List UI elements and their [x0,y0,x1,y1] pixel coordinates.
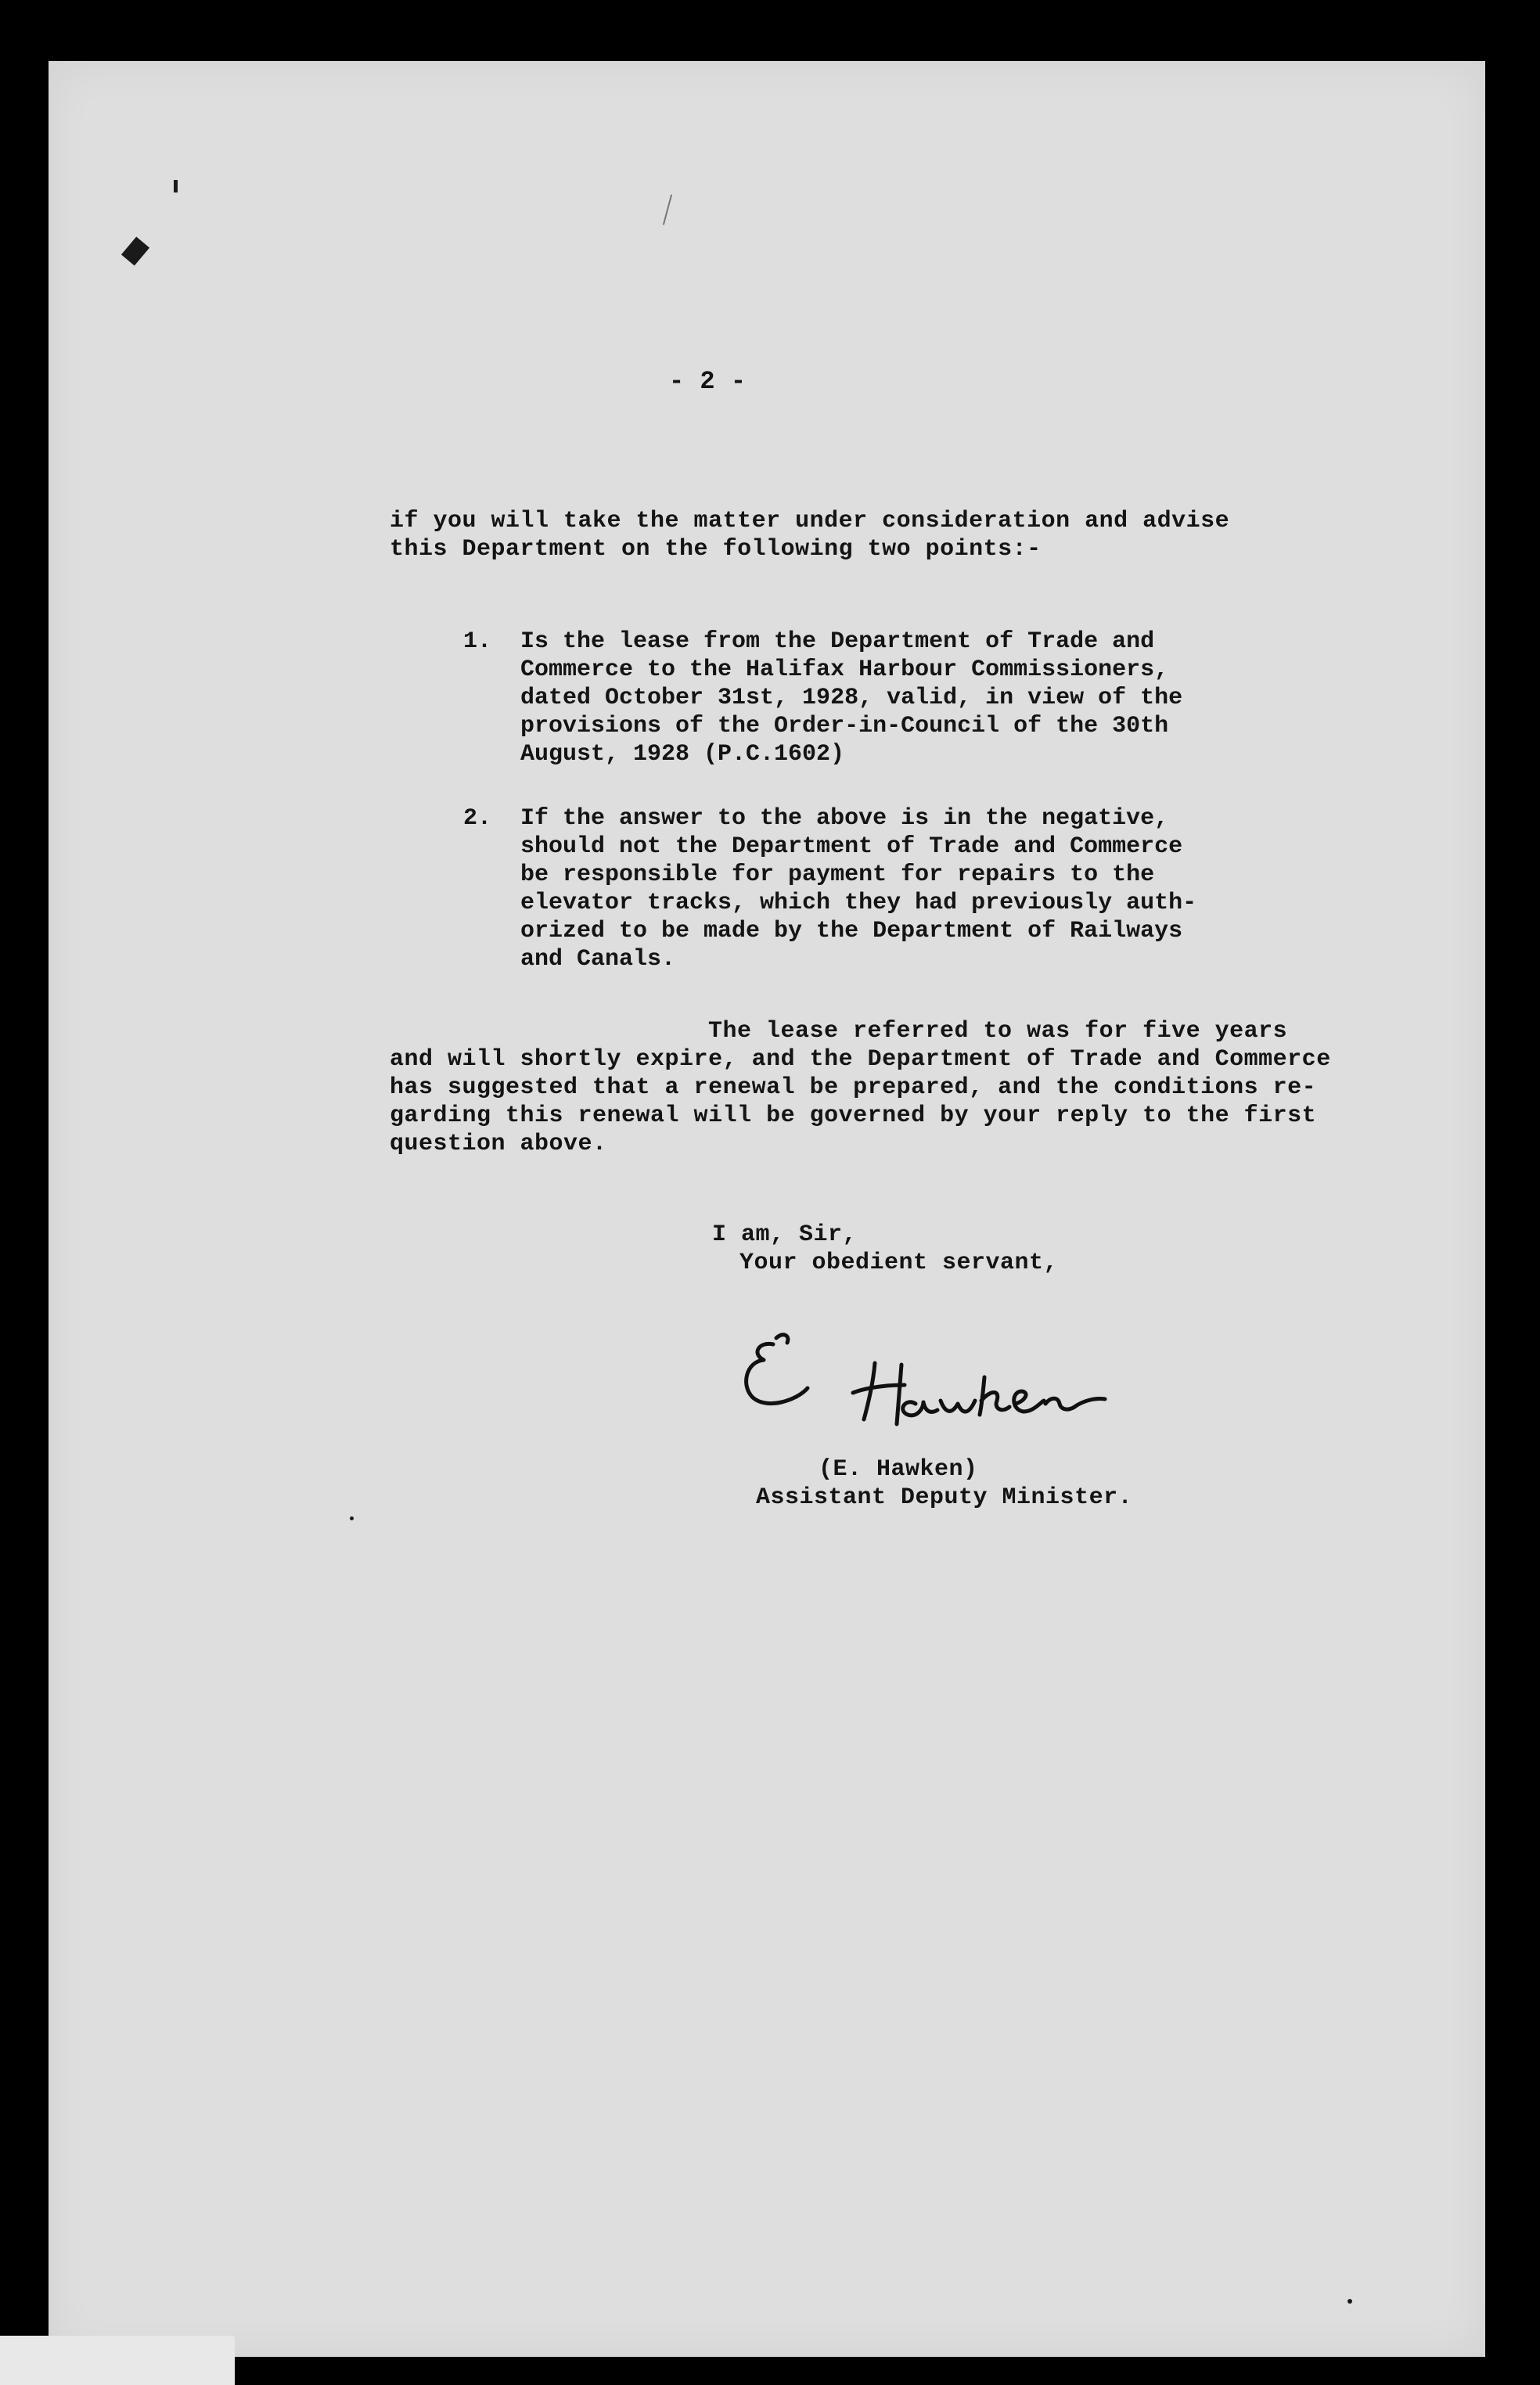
signatory-title: Assistant Deputy Minister. [756,1484,1133,1511]
salutation-line: I am, Sir, [712,1221,858,1248]
point-line: be responsible for payment for repairs to the [520,862,1155,888]
closing-line: and will shortly expire, and the Department of Trade and Commerce [390,1046,1331,1073]
point-line: elevator tracks, which they had previously auth- [520,890,1197,916]
point-line: August, 1928 (P.C.1602) [520,741,845,768]
point-line: and Canals. [520,946,676,973]
closing-line: question above. [390,1131,607,1157]
scan-mark [174,180,178,192]
point-number: 1. [463,628,492,655]
closing-line: garding this renewal will be governed by your reply to the first [390,1103,1317,1129]
point-line: orized to be made by the Department of Railways [520,918,1183,944]
document-page [49,61,1485,2357]
point-line: should not the Department of Trade and Commerce [520,833,1183,860]
scan-mark [1348,2299,1352,2304]
closing-line: has suggested that a renewal be prepared, and the conditions re- [390,1074,1317,1101]
signatory-name: (E. Hawken) [819,1456,978,1483]
paper-scrap [0,2336,235,2385]
scan-mark [663,194,672,225]
scan-mark [350,1516,354,1520]
point-line: Commerce to the Halifax Harbour Commissioners, [520,657,1169,683]
page-number: - 2 - [669,367,747,396]
point-line: dated October 31st, 1928, valid, in view of the [520,685,1183,711]
scan-mark [121,236,149,265]
point-line: provisions of the Order-in-Council of the 30th [520,713,1169,739]
point-line: Is the lease from the Department of Trade and [520,628,1155,655]
closing-line: The lease referred to was for five years [708,1018,1288,1045]
intro-line: this Department on the following two points:- [390,536,1042,563]
intro-line: if you will take the matter under consideration and advise [390,508,1230,534]
point-number: 2. [463,805,492,832]
salutation-line: Your obedient servant, [739,1250,1059,1276]
point-line: If the answer to the above is in the negative, [520,805,1169,832]
handwritten-signature [736,1322,1158,1455]
